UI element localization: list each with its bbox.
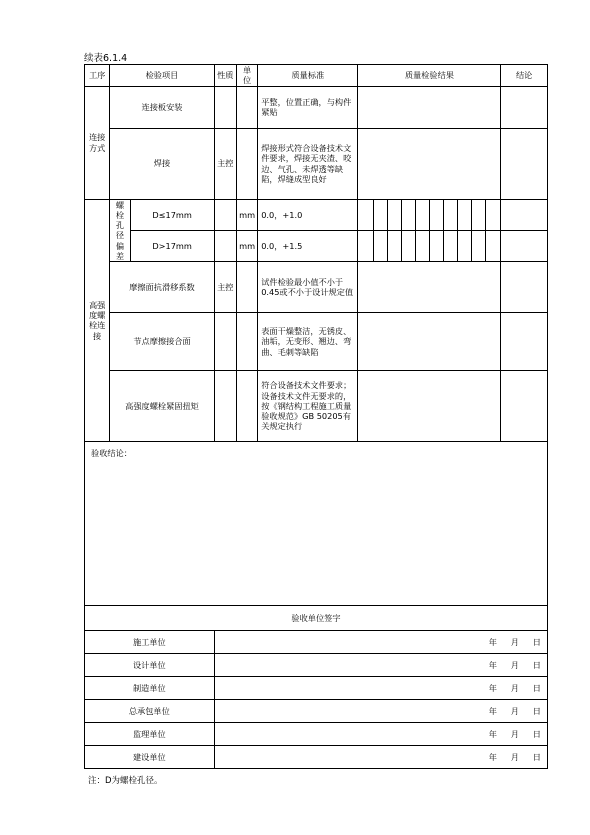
month-label: 月 — [510, 659, 519, 670]
unit-cell: mm — [236, 199, 257, 230]
nature-cell — [214, 86, 236, 128]
standard-cell: 表面干燥整洁，无锈皮、油垢，无变形、翘边、弯曲、毛刺等缺陷 — [258, 313, 358, 371]
signature-field[interactable] — [214, 746, 547, 769]
year-label: 年 — [488, 636, 497, 647]
item-cell: D>17mm — [130, 230, 214, 261]
signature-field[interactable] — [214, 700, 547, 723]
nature-cell — [214, 371, 236, 442]
header-process: 工序 — [85, 65, 110, 87]
month-label: 月 — [510, 751, 519, 762]
signature-unit-label: 施工单位 — [85, 631, 215, 654]
item-cell: 焊接 — [110, 128, 214, 199]
result-measure-cells[interactable] — [358, 230, 501, 261]
group-label-text: 连接 方式 — [88, 132, 106, 153]
day-label: 日 — [532, 751, 541, 762]
conclusion-cell[interactable] — [501, 199, 548, 230]
signature-unit-label: 设计单位 — [85, 654, 215, 677]
signature-row — [85, 677, 548, 700]
unit-cell — [236, 262, 257, 313]
table-row — [85, 262, 548, 313]
signature-unit-label: 总承包单位 — [85, 700, 215, 723]
table-row — [85, 86, 548, 128]
item-cell: D≤17mm — [130, 199, 214, 230]
item-cell: 连接板安装 — [110, 86, 214, 128]
year-label: 年 — [488, 751, 497, 762]
year-label: 年 — [488, 659, 497, 670]
table-row — [85, 371, 548, 442]
conclusion-cell[interactable] — [501, 313, 548, 371]
standard-cell: 试件检验最小值不小于0.45或不小于设计规定值 — [258, 262, 358, 313]
signature-field[interactable] — [214, 723, 547, 746]
footnote: 注：D为螺栓孔径。 — [88, 776, 163, 786]
acceptance-conclusion-field[interactable]: 验收结论： — [85, 442, 548, 606]
standard-cell: 符合设备技术文件要求；设备技术文件无要求的，按《钢结构工程施工质量验收规范》GB 50205有关规定执行 — [258, 371, 358, 442]
table-row — [85, 230, 548, 261]
signature-row — [85, 700, 548, 723]
signature-field[interactable] — [214, 677, 547, 700]
item-cell: 高强度螺栓紧固扭矩 — [110, 371, 214, 442]
signature-unit-label: 制造单位 — [85, 677, 215, 700]
inspection-table — [84, 64, 548, 769]
standard-cell: 平整，位置正确，与构件紧贴 — [258, 86, 358, 128]
unit-cell — [236, 128, 257, 199]
conclusion-cell[interactable] — [501, 371, 548, 442]
result-cell[interactable] — [358, 262, 501, 313]
signature-title-row — [85, 606, 548, 631]
table-row — [85, 199, 548, 230]
nature-cell: 主控 — [214, 128, 236, 199]
unit-cell — [236, 86, 257, 128]
month-label: 月 — [510, 705, 519, 716]
conclusion-cell[interactable] — [501, 262, 548, 313]
year-label: 年 — [488, 682, 497, 693]
group-label-hsbolt — [85, 199, 110, 442]
signature-row — [85, 746, 548, 769]
signature-row — [85, 723, 548, 746]
conclusion-cell[interactable] — [501, 230, 548, 261]
standard-cell: 0.0，+1.5 — [258, 230, 358, 261]
conclusion-cell[interactable] — [501, 128, 548, 199]
header-nature: 性质 — [214, 65, 236, 87]
standard-cell: 0.0，+1.0 — [258, 199, 358, 230]
signature-row — [85, 631, 548, 654]
group-label-connection — [85, 86, 110, 199]
header-conclusion: 结论 — [501, 65, 548, 87]
year-label: 年 — [488, 728, 497, 739]
table-caption: 续表6.1.4 — [84, 53, 128, 64]
signature-field[interactable] — [214, 654, 547, 677]
signature-field[interactable] — [214, 631, 547, 654]
acceptance-conclusion-row — [85, 442, 548, 606]
sub-group-label-text: 螺栓 孔径 偏差 — [115, 199, 125, 261]
result-cell[interactable] — [358, 86, 501, 128]
month-label: 月 — [510, 636, 519, 647]
nature-cell: 主控 — [214, 262, 236, 313]
unit-cell — [236, 313, 257, 371]
header-standard: 质量标准 — [258, 65, 358, 87]
result-cell[interactable] — [358, 313, 501, 371]
month-label: 月 — [510, 728, 519, 739]
table-row — [85, 128, 548, 199]
sub-group-label — [110, 199, 130, 262]
month-label: 月 — [510, 682, 519, 693]
result-measure-cells[interactable] — [358, 199, 501, 230]
day-label: 日 — [532, 659, 541, 670]
day-label: 日 — [532, 682, 541, 693]
unit-cell — [236, 371, 257, 442]
table-row — [85, 313, 548, 371]
conclusion-cell[interactable] — [501, 86, 548, 128]
nature-cell — [214, 199, 236, 230]
day-label: 日 — [532, 728, 541, 739]
standard-cell: 焊接形式符合设备技术文件要求，焊接无夹渣、咬边、气孔、未焊透等缺陷，焊缝成型良好 — [258, 128, 358, 199]
result-cell[interactable] — [358, 371, 501, 442]
group-label-text: 高强 度螺 栓连 接 — [88, 299, 106, 341]
year-label: 年 — [488, 705, 497, 716]
header-unit: 单位 — [236, 65, 257, 87]
nature-cell — [214, 230, 236, 261]
signature-unit-label: 监理单位 — [85, 723, 215, 746]
day-label: 日 — [532, 705, 541, 716]
unit-cell: mm — [236, 230, 257, 261]
result-cell[interactable] — [358, 128, 501, 199]
header-row — [85, 65, 548, 87]
signature-title: 验收单位签字 — [85, 606, 548, 631]
item-cell: 摩擦面抗滑移系数 — [110, 262, 214, 313]
signature-row — [85, 654, 548, 677]
day-label: 日 — [532, 636, 541, 647]
header-result: 质量检验结果 — [358, 65, 501, 87]
item-cell: 节点摩擦接合面 — [110, 313, 214, 371]
nature-cell — [214, 313, 236, 371]
signature-unit-label: 建设单位 — [85, 746, 215, 769]
header-item: 检验项目 — [110, 65, 214, 87]
